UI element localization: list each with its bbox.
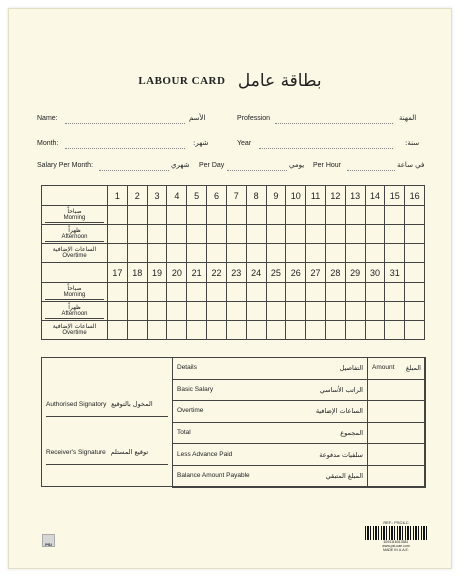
attendance-cell[interactable] <box>147 225 167 244</box>
attendance-cell[interactable] <box>325 244 345 263</box>
per-hour-label-ar: في ساعة <box>397 161 425 169</box>
authorised-signatory-label: Authorised Signatory المخول بالتوقيع <box>46 400 153 408</box>
attendance-cell[interactable] <box>405 206 425 225</box>
attendance-cell[interactable] <box>365 206 385 225</box>
attendance-row-morning <box>42 283 425 302</box>
profession-line[interactable] <box>275 123 393 124</box>
details-table <box>172 357 426 488</box>
day-number-cell <box>405 263 425 283</box>
attendance-cell[interactable] <box>345 283 365 302</box>
salary-month-label-ar: شهري <box>171 161 190 169</box>
per-day-line[interactable] <box>227 170 287 171</box>
day-number-cell: 28 <box>325 263 345 283</box>
attendance-cell[interactable] <box>246 244 266 263</box>
month-line[interactable] <box>65 148 185 149</box>
day-number-cell: 3 <box>147 186 167 206</box>
salary-details-section <box>41 357 425 487</box>
attendance-cell[interactable] <box>306 321 326 340</box>
row-label-en: Afternoon <box>45 311 104 319</box>
day-number-cell: 29 <box>345 263 365 283</box>
attendance-cell[interactable] <box>246 321 266 340</box>
receiver-signature-label: Receiver's Signature توقيع المستلم <box>46 448 149 456</box>
attendance-cell[interactable] <box>266 244 286 263</box>
attendance-cell[interactable] <box>345 302 365 321</box>
amount-header-en: Amount <box>372 364 395 372</box>
row-label-en: Afternoon <box>45 234 104 242</box>
details-label-cell <box>173 465 368 487</box>
attendance-cell[interactable] <box>207 225 227 244</box>
attendance-cell[interactable] <box>286 302 306 321</box>
row-label-en: Morning <box>45 215 104 223</box>
title-english: LABOUR CARD <box>138 75 226 87</box>
attendance-cell[interactable] <box>306 302 326 321</box>
day-number-cell: 10 <box>286 186 306 206</box>
per-hour-label: Per Hour <box>313 162 342 169</box>
day-number-cell: 14 <box>365 186 385 206</box>
attendance-cell[interactable] <box>108 225 128 244</box>
attendance-cell[interactable] <box>207 283 227 302</box>
day-number-cell: 20 <box>167 263 187 283</box>
row-label-en: Overtime <box>62 330 87 336</box>
attendance-cell[interactable] <box>345 244 365 263</box>
attendance-row-afternoon <box>42 225 425 244</box>
day-number-cell: 25 <box>266 263 286 283</box>
attendance-cell[interactable] <box>187 206 207 225</box>
details-row <box>173 444 426 466</box>
details-header-ar: التفاصيل <box>339 364 363 373</box>
row-label-ar: صباحاً <box>67 207 82 215</box>
attendance-cell[interactable] <box>385 302 405 321</box>
attendance-row-morning <box>42 206 425 225</box>
row-label-blank <box>42 263 108 283</box>
per-hour-line[interactable] <box>347 170 395 171</box>
barcode-ref: REF.: PSCILC <box>383 520 409 525</box>
attendance-cell[interactable] <box>167 244 187 263</box>
details-row <box>173 465 426 487</box>
attendance-cell[interactable] <box>385 206 405 225</box>
profession-label: Profession <box>237 115 271 122</box>
attendance-cell[interactable] <box>108 283 128 302</box>
attendance-cell[interactable] <box>167 225 187 244</box>
authorised-signature-line[interactable] <box>46 416 168 417</box>
attendance-cell[interactable] <box>266 321 286 340</box>
attendance-grid <box>41 185 425 340</box>
attendance-cell[interactable] <box>226 206 246 225</box>
row-label-ar: صباحاً <box>67 284 82 292</box>
attendance-cell[interactable] <box>187 302 207 321</box>
attendance-cell[interactable] <box>306 206 326 225</box>
details-row <box>173 379 426 401</box>
attendance-cell[interactable] <box>306 244 326 263</box>
details-label-cell <box>173 444 368 466</box>
barcode-number: 6291116013381 <box>383 540 409 544</box>
details-label-ar: الراتب الأساسي <box>319 385 363 394</box>
row-label-morning <box>42 206 108 225</box>
attendance-cell[interactable] <box>405 321 425 340</box>
details-label-cell <box>173 422 368 444</box>
attendance-cell[interactable] <box>405 225 425 244</box>
attendance-cell[interactable] <box>167 302 187 321</box>
day-number-cell: 26 <box>286 263 306 283</box>
day-number-cell: 7 <box>226 186 246 206</box>
attendance-cell[interactable] <box>167 321 187 340</box>
details-label-cell <box>173 379 368 401</box>
attendance-cell[interactable] <box>127 283 147 302</box>
row-label-en: Overtime <box>62 253 87 259</box>
receiver-signature-line[interactable] <box>46 464 168 465</box>
attendance-cell[interactable] <box>405 302 425 321</box>
attendance-cell[interactable] <box>226 225 246 244</box>
attendance-row-overtime <box>42 321 425 340</box>
row-label-overtime <box>42 244 108 263</box>
year-line[interactable] <box>259 148 393 149</box>
attendance-cell[interactable] <box>325 225 345 244</box>
attendance-cell[interactable] <box>385 225 405 244</box>
attendance-cell[interactable] <box>127 321 147 340</box>
amount-header-ar: المبلغ <box>405 364 421 373</box>
attendance-cell[interactable] <box>147 283 167 302</box>
attendance-cell[interactable] <box>365 321 385 340</box>
attendance-cell[interactable] <box>306 225 326 244</box>
day-number-cell: 18 <box>127 263 147 283</box>
attendance-cell[interactable] <box>147 244 167 263</box>
details-label-ar: المجموع <box>340 429 363 438</box>
attendance-cell[interactable] <box>405 283 425 302</box>
attendance-cell[interactable] <box>306 283 326 302</box>
per-day-label: Per Day <box>199 162 225 169</box>
day-number-row <box>42 263 425 283</box>
day-number-cell: 4 <box>167 186 187 206</box>
details-header-cell <box>173 358 368 380</box>
attendance-cell[interactable] <box>246 302 266 321</box>
attendance-cell[interactable] <box>127 302 147 321</box>
card-title <box>9 71 451 91</box>
day-number-cell: 22 <box>207 263 227 283</box>
attendance-cell[interactable] <box>187 321 207 340</box>
attendance-cell[interactable] <box>127 244 147 263</box>
attendance-cell[interactable] <box>286 321 306 340</box>
attendance-cell[interactable] <box>147 206 167 225</box>
per-day-label-ar: يومي <box>289 161 305 169</box>
row-label-ar: الساعات الإضافية <box>52 246 97 253</box>
attendance-cell[interactable] <box>167 206 187 225</box>
attendance-cell[interactable] <box>266 283 286 302</box>
details-header-row <box>173 358 426 380</box>
profession-label-ar: المهنة <box>399 114 417 122</box>
details-row <box>173 401 426 423</box>
name-label: Name: <box>37 115 58 122</box>
row-label-en: Morning <box>45 292 104 300</box>
attendance-cell[interactable] <box>345 321 365 340</box>
attendance-cell[interactable] <box>365 244 385 263</box>
attendance-cell[interactable] <box>246 283 266 302</box>
details-label-ar: سلفيات مدفوعة <box>319 450 363 459</box>
day-number-cell: 30 <box>365 263 385 283</box>
attendance-cell[interactable] <box>187 244 207 263</box>
attendance-cell[interactable] <box>147 321 167 340</box>
details-label-ar: المبلغ المتبقي <box>325 472 363 481</box>
attendance-cell[interactable] <box>266 206 286 225</box>
attendance-cell[interactable] <box>207 321 227 340</box>
day-number-cell: 8 <box>246 186 266 206</box>
attendance-cell[interactable] <box>207 244 227 263</box>
day-number-cell: 21 <box>187 263 207 283</box>
attendance-cell[interactable] <box>286 283 306 302</box>
day-number-cell: 2 <box>127 186 147 206</box>
row-label-ar: ظهراً <box>68 303 81 311</box>
row-label-morning <box>42 283 108 302</box>
salary-month-label: Salary Per Month: <box>37 162 94 169</box>
day-number-cell: 17 <box>108 263 128 283</box>
amount-cell[interactable] <box>368 379 426 401</box>
barcode-bars <box>365 526 427 540</box>
attendance-cell[interactable] <box>108 321 128 340</box>
day-number-cell: 6 <box>207 186 227 206</box>
attendance-cell[interactable] <box>405 244 425 263</box>
day-number-cell: 16 <box>405 186 425 206</box>
amount-cell[interactable] <box>368 444 426 466</box>
year-label: Year <box>237 140 252 147</box>
attendance-cell[interactable] <box>345 206 365 225</box>
details-label-ar: الساعات الإضافية <box>315 407 363 416</box>
attendance-cell[interactable] <box>187 283 207 302</box>
day-number-cell: 24 <box>246 263 266 283</box>
attendance-cell[interactable] <box>108 302 128 321</box>
attendance-cell[interactable] <box>325 302 345 321</box>
row-label-overtime <box>42 321 108 340</box>
attendance-cell[interactable] <box>365 225 385 244</box>
attendance-cell[interactable] <box>127 225 147 244</box>
attendance-cell[interactable] <box>127 206 147 225</box>
attendance-cell[interactable] <box>108 206 128 225</box>
day-number-cell: 19 <box>147 263 167 283</box>
attendance-cell[interactable] <box>266 302 286 321</box>
attendance-cell[interactable] <box>365 302 385 321</box>
attendance-cell[interactable] <box>226 302 246 321</box>
salary-month-line[interactable] <box>99 170 169 171</box>
attendance-cell[interactable] <box>385 321 405 340</box>
day-number-cell: 1 <box>108 186 128 206</box>
labour-card <box>8 8 452 569</box>
attendance-cell[interactable] <box>286 206 306 225</box>
attendance-row-afternoon <box>42 302 425 321</box>
attendance-cell[interactable] <box>226 283 246 302</box>
title-arabic: بطاقة عامل <box>237 71 322 91</box>
name-label-ar: الأسم <box>189 114 206 122</box>
attendance-cell[interactable] <box>286 225 306 244</box>
row-label-blank <box>42 186 108 206</box>
details-header-en: Details <box>177 364 197 372</box>
barcode-origin: MADE IN U.A.E. <box>383 548 409 552</box>
row-label-ar: الساعات الإضافية <box>52 323 97 330</box>
attendance-cell[interactable] <box>385 283 405 302</box>
amount-cell[interactable] <box>368 401 426 423</box>
attendance-cell[interactable] <box>286 244 306 263</box>
day-number-cell: 5 <box>187 186 207 206</box>
details-label-en: Balance Amount Payable <box>177 472 250 480</box>
row-label-afternoon <box>42 302 108 321</box>
year-label-ar: سنة: <box>405 139 420 147</box>
day-number-cell: 31 <box>385 263 405 283</box>
attendance-cell[interactable] <box>365 283 385 302</box>
attendance-cell[interactable] <box>108 244 128 263</box>
attendance-cell[interactable] <box>226 321 246 340</box>
day-number-cell: 13 <box>345 186 365 206</box>
row-label-ar: ظهراً <box>68 226 81 234</box>
attendance-cell[interactable] <box>226 244 246 263</box>
attendance-cell[interactable] <box>167 283 187 302</box>
details-label-en: Less Advance Paid <box>177 450 233 458</box>
details-label-en: Basic Salary <box>177 385 214 393</box>
barcode-site: www.psi-uae.com <box>382 544 410 548</box>
attendance-cell[interactable] <box>246 225 266 244</box>
name-line[interactable] <box>65 123 185 124</box>
attendance-cell[interactable] <box>325 283 345 302</box>
attendance-cell[interactable] <box>207 206 227 225</box>
attendance-cell[interactable] <box>385 244 405 263</box>
details-label-en: Total <box>177 429 191 437</box>
day-number-cell: 15 <box>385 186 405 206</box>
psi-logo: PSI <box>42 534 55 547</box>
attendance-cell[interactable] <box>325 206 345 225</box>
day-number-cell: 27 <box>306 263 326 283</box>
details-row <box>173 422 426 444</box>
attendance-cell[interactable] <box>325 321 345 340</box>
details-label-cell <box>173 401 368 423</box>
attendance-cell[interactable] <box>345 225 365 244</box>
day-number-cell: 23 <box>226 263 246 283</box>
amount-header-cell <box>368 358 426 380</box>
amount-cell[interactable] <box>368 422 426 444</box>
amount-cell[interactable] <box>368 465 426 487</box>
attendance-cell[interactable] <box>266 225 286 244</box>
attendance-cell[interactable] <box>187 225 207 244</box>
attendance-cell[interactable] <box>207 302 227 321</box>
month-label: Month: <box>37 140 59 147</box>
attendance-row-overtime <box>42 244 425 263</box>
day-number-cell: 12 <box>325 186 345 206</box>
day-number-row <box>42 186 425 206</box>
day-number-cell: 11 <box>306 186 326 206</box>
day-number-cell: 9 <box>266 186 286 206</box>
attendance-cell[interactable] <box>246 206 266 225</box>
barcode-block <box>365 520 427 552</box>
attendance-cell[interactable] <box>147 302 167 321</box>
month-label-ar: شهر: <box>193 139 209 147</box>
details-label-en: Overtime <box>177 407 204 415</box>
row-label-afternoon <box>42 225 108 244</box>
